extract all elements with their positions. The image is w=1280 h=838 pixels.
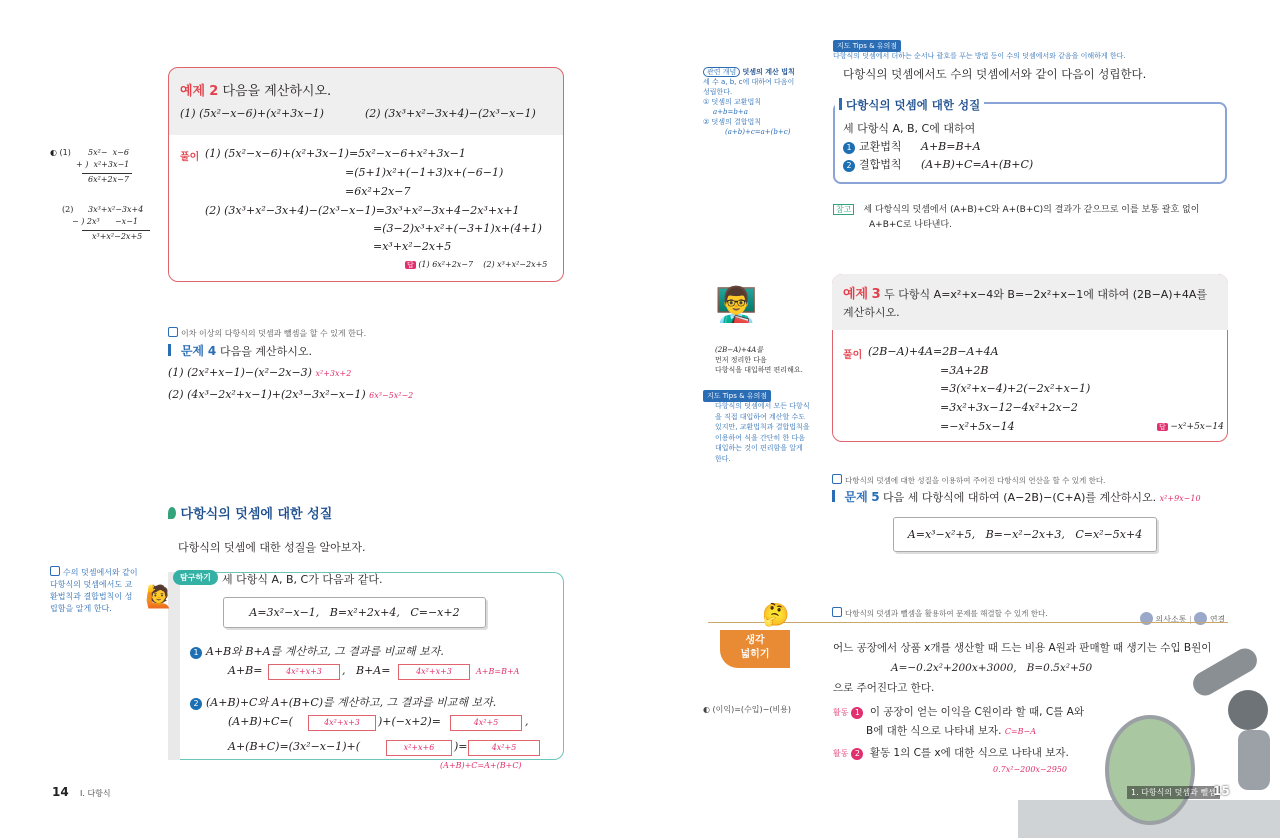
robot-joint <box>1228 690 1268 730</box>
answer-box-4[interactable]: 4x²+5 <box>450 715 522 731</box>
footer-chapter-right: 1. 다항식의 덧셈과 뺄셈 <box>1127 786 1220 799</box>
wafer-disc <box>1105 715 1195 825</box>
example3-sol-line5: =−x²+5x−14 <box>940 420 1015 433</box>
example2-sol2-line2: =(3−2)x³+x²+(−3+1)x+(4+1) <box>373 222 542 235</box>
activity-badge: 탐구하기 <box>173 570 218 585</box>
property-lead: 세 다항식 A, B, C에 대하여 <box>843 122 976 135</box>
activity2-answer: 0.7x²−200x−2950 <box>993 765 1067 774</box>
number-2-icon: 2 <box>190 698 202 710</box>
example2-title: 예제 2 다음을 계산하시오. <box>180 84 332 99</box>
tips-tag-side: 지도 Tips & 유의점 <box>703 388 771 402</box>
example3-solution-label: 풀이 <box>843 350 863 361</box>
activity-task1: 1 A+B와 B+A를 계산하고, 그 결과를 비교해 보자. <box>190 643 444 659</box>
think-activity1: 활동 1 이 공장이 얻는 이익을 C원이라 할 때, C를 A와 B에 대한 식으로 나타내 보자. C=B−A <box>833 706 1084 737</box>
goal-note-1: 이차 이상의 다항식의 덧셈과 뺄셈을 할 수 있게 한다. <box>168 327 366 339</box>
number-1-icon: 1 <box>843 142 855 154</box>
check-icon <box>832 474 842 484</box>
think-problem: 어느 공장에서 상품 x개를 생산할 때 드는 비용 A원과 판매할 때 생기는 수입 B원이 A=−0.2x²+200x+3000, B=0.5x²+50 으로 주어진다고 한다. <box>833 642 1212 694</box>
task2-row1-label-a: (A+B)+C=( <box>228 715 293 728</box>
task2-row1-label-b: )+(−x+2)= <box>378 715 441 728</box>
problem5-given: A=x³−x²+5, B=−x²−2x+3, C=x²−5x+4 <box>893 517 1157 552</box>
problem4-q1: (1) (2x²+x−1)−(x²−2x−3) x²+3x+2 <box>168 366 352 379</box>
number-2-icon: 2 <box>843 160 855 172</box>
think-activity2: 활동 2 활동 1의 C를 x에 대한 식으로 나타내 보자. <box>833 747 1069 759</box>
tips-text-top: 다항식의 덧셈에서 더하는 순서나 괄호를 푸는 방법 등이 수의 덧셈에서와 같음을 이해하게 한다. <box>833 52 1126 60</box>
problem5-answer: x²+9x−10 <box>1159 494 1201 503</box>
example2-sol1-line3: =6x²+2x−7 <box>345 185 411 198</box>
number-1-icon: 1 <box>190 647 202 659</box>
answer-box-3[interactable]: 4x²+x+3 <box>308 715 376 731</box>
task2-row2-label-a: A+(B+C)=(3x²−x−1)+( <box>228 740 361 753</box>
related-concept: 관련 개념 덧셈의 계산 법칙 세 수 a, b, c에 대하여 다음이 성립한다. ① 덧셈의 교환법칙 a+b=b+a ② 덧셈의 결합법칙 (a+b)+c=a+(b+c) <box>703 68 795 136</box>
problem5-title: 문제 5 다음 세 다항식에 대하여 (A−2B)−(C+A)를 계산하시오. x²+9x−10 <box>832 488 1201 505</box>
example2-sol2-line3: =x³+x²−2x+5 <box>373 240 452 253</box>
property-commutative: 1 교환법칙 A+B=B+A <box>843 138 981 154</box>
task2-conclusion: (A+B)+C=A+(B+C) <box>440 761 522 770</box>
think-badge: 생각 넓히기 <box>720 630 790 668</box>
property-associative: 2 결합법칙 (A+B)+C=A+(B+C) <box>843 156 1033 172</box>
check-icon <box>50 566 60 576</box>
page-number-right: 15 <box>1213 784 1230 798</box>
example3-sol-line4: =3x²+3x−12−4x²+2x−2 <box>940 401 1078 414</box>
answer-box-5[interactable]: x²+x+6 <box>386 740 452 756</box>
answer-box-2[interactable]: 4x²+x+3 <box>398 664 470 680</box>
example2-sol1-line1: (1) (5x²−x−6)+(x²+3x−1)=5x²−x−6+x²+3x−1 <box>205 147 466 160</box>
example2-sol1-line2: =(5+1)x²+(−1+3)x+(−6−1) <box>345 166 504 179</box>
example2-sol2-line1: (2) (3x³+x²−3x+4)−(2x³−x−1)=3x³+x²−3x+4−2x³+x+1 <box>205 204 520 217</box>
tips-tag-top: 지도 Tips & 유의점 <box>833 38 901 52</box>
teacher-figure-icon: 👨‍🏫 <box>715 285 758 325</box>
task2-comma: , <box>525 715 529 728</box>
problem4-q2: (2) (4x³−2x²+x−1)+(2x³−3x²−x−1) 6x³−5x²−2 <box>168 388 414 401</box>
example3-sol-line3: =3(x²+x−4)+2(−2x²+x−1) <box>940 382 1091 395</box>
task1-conclusion: A+B=B+A <box>476 667 520 676</box>
student-figure-icon: 🙋 <box>145 585 173 610</box>
tips-text-side: 다항식의 덧셈에서 모든 다항식을 직접 대입하여 계산할 수도 있지만, 교환법칙과 결합법칙을 이용하여 식을 간단히 한 다음 대입하는 것이 편리함을 알게 한다. <box>715 402 810 463</box>
property-title: 다항식의 덧셈에 대한 성질 <box>835 97 984 113</box>
example3-answer: 답 −x²+5x−14 <box>1159 422 1224 432</box>
side-hint: (2B−A)+4A를 먼저 정리한 다음 다항식을 대입하면 편리해요. <box>715 346 803 374</box>
task2-row2-label-b: )= <box>454 740 468 753</box>
answer-box-1[interactable]: 4x²+x+3 <box>268 664 340 680</box>
problem4-answer1: x²+3x+2 <box>315 369 352 378</box>
think-margin-hint: ◐ (이익)=(수입)−(비용) <box>703 705 792 714</box>
answer-icon: 답 <box>407 261 414 269</box>
note-reference: 참고 세 다항식의 덧셈에서 (A+B)+C와 A+(B+C)의 결과가 같으므로 이를 보통 괄호 없이 A+B+C로 나타낸다. <box>833 202 1199 233</box>
check-icon <box>168 327 178 337</box>
task1-row-label-b: , B+A= <box>342 664 391 677</box>
margin-note-2: 수의 덧셈에서와 같이 다항식의 덧셈에서도 교환법칙과 결합법칙이 성립함을 알게 한다. <box>50 568 138 613</box>
competency-tags: 의사소통 | 연결 <box>1140 612 1225 625</box>
example2-solution-label: 풀이 <box>180 152 200 163</box>
activity1-answer: C=B−A <box>1004 727 1036 736</box>
example3-sol-line2: =3A+2B <box>940 364 989 377</box>
activity-task2: 2 (A+B)+C와 A+(B+C)를 계산하고, 그 결과를 비교해 보자. <box>190 694 496 710</box>
problem4-answer2: 6x³−5x²−2 <box>369 391 414 400</box>
goal-note-2: 다항식의 덧셈에 대한 성질을 이용하여 주어진 다항식의 연산을 할 수 있게 한다. <box>832 474 1105 486</box>
example2-answer: 답 (1) 6x²+2x−7 (2) x³+x²−2x+5 <box>407 260 548 269</box>
answer-box-6[interactable]: 4x²+5 <box>468 740 540 756</box>
example2-q1: (1) (5x²−x−6)+(x²+3x−1) <box>180 107 324 120</box>
chapter-label-left: Ⅰ. 다항식 <box>80 789 111 798</box>
thinker-figure-icon: 🤔 <box>762 603 790 628</box>
right-intro: 다항식의 덧셈에서도 수의 덧셈에서와 같이 다음이 성립한다. <box>843 67 1147 81</box>
answer-icon: 답 <box>1159 423 1166 431</box>
page-number-left: 14 <box>52 785 69 799</box>
example3-sol-line1: (2B−A)+4A=2B−A+4A <box>868 345 999 358</box>
section-intro: 다항식의 덧셈에 대한 성질을 알아보자. <box>178 541 366 554</box>
example2-q2: (2) (3x³+x²−3x+4)−(2x³−x−1) <box>365 107 536 120</box>
example3-title: 예제 3 두 다항식 A=x²+x−4와 B=−2x²+x−1에 대하여 (2B−A)+4A를 계산하시오. <box>843 287 1207 319</box>
activity-lead: 세 다항식 A, B, C가 다음과 같다. <box>222 573 383 586</box>
task1-row-label-a: A+B= <box>228 664 263 677</box>
goal-note-3: 다항식의 덧셈과 뺄셈을 활용하여 문제를 해결할 수 있게 한다. <box>832 607 1048 619</box>
activity-given: A=3x²−x−1, B=x²+2x+4, C=−x+2 <box>223 597 486 628</box>
robot-arm-lower <box>1238 730 1270 790</box>
check-icon <box>832 607 842 617</box>
problem4-title: 문제 4 다음을 계산하시오. <box>168 342 312 359</box>
section-title: 다항식의 덧셈에 대한 성질 <box>168 503 332 522</box>
